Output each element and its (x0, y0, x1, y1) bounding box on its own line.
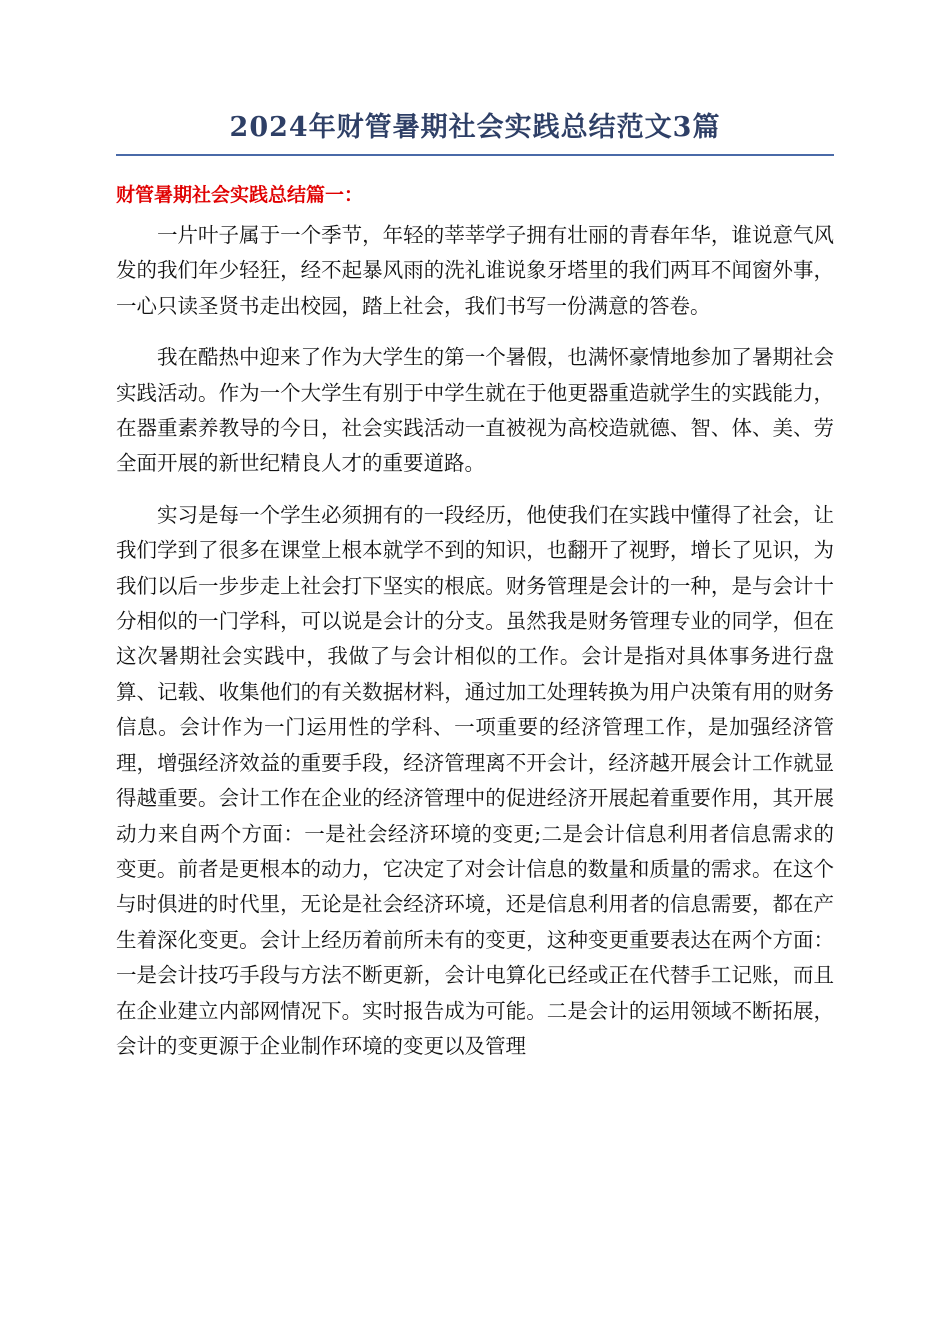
section-heading: 财管暑期社会实践总结篇一： (116, 184, 364, 206)
document-page (116, 108, 834, 1064)
paragraph-1: 一片叶子属于一个季节，年轻的莘莘学子拥有壮丽的青春年华，谁说意气风发的我们年少轻狂，经不起暴风雨的洗礼谁说象牙塔里的我们两耳不闻窗外事，一心只读圣贤书走出校园，踏上社会，我们书写一份满意的答卷。 (116, 223, 834, 318)
paragraph-3: 实习是每一个学生必须拥有的一段经历，他使我们在实践中懂得了社会，让我们学到了很多在课堂上根本就学不到的知识，也翻开了视野，增长了见识，为我们以后一步步走上社会打下坚实的根底。财务管理是会计的一种，是与会计十分相似的一门学科，可以说是会计的分支。虽然我是财务管理专业的同学，但在这次暑期社会实践中，我做了与会计相似的工作。会计是指对具体事务进行盘算、记载、收集他们的有关数据材料，通过加工处理转换为用户决策有用的财务信息。会计作为一门运用性的学科、一项重要的经济管理工作，是加强经济管理，增强经济效益的重要手段，经济管理离不开会计，经济越开展会计工作就显得越重要。会计工作在企业的经济管理中的促进经济开展起着重要作用，其开展动力来自两个方面：一是社会经济环境的变更;二是会计信息利用者信息需求的变更。前者是更根本的动力，它决定了对会计信息的数量和质量的需求。在这个与时俱进的时代里，无论是社会经济环境，还是信息利用者的信息需要，都在产生着深化变更。会计上经历着前所未有的变更，这种变更重要表达在两个方面：一是会计技巧手段与方法不断更新，会计电算化已经或正在代替手工记账，而且在企业建立内部网情况下。实时报告成为可能。二是会计的运用领域不断拓展，会计的变更源于企业制作环境的变更以及管理 (116, 502, 834, 1058)
body-text (116, 218, 834, 1064)
document-title: 2024年财管暑期社会实践总结范文3篇 (229, 112, 721, 143)
paragraph-2: 我在酷热中迎来了作为大学生的第一个暑假，也满怀豪情地参加了暑期社会实践活动。作为一个大学生有别于中学生就在于他更器重造就学生的实践能力，在器重素养教导的今日，社会实践活动一直被视为高校造就德、智、体、美、劳全面开展的新世纪精良人才的重要道路。 (116, 345, 834, 476)
title-underline (116, 154, 834, 156)
